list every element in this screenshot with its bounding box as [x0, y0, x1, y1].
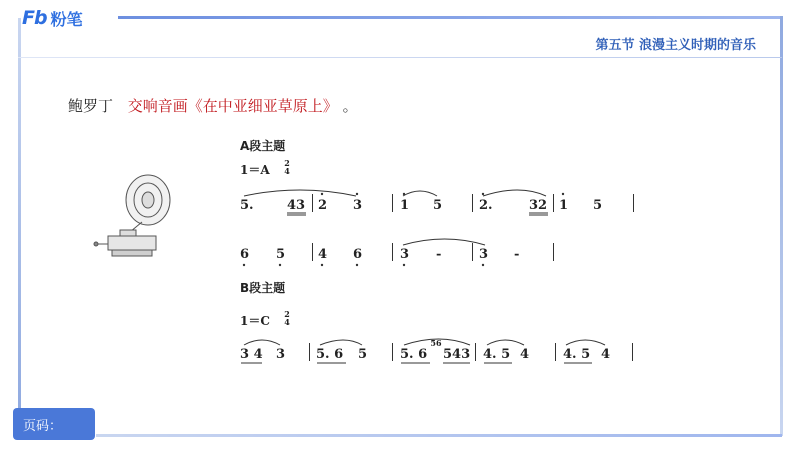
a2-note-8: -	[514, 247, 520, 262]
b1-note-2: 3	[276, 347, 286, 362]
low-dot-a2-3	[321, 264, 323, 266]
b1-note-3: 5. 6	[316, 347, 344, 362]
slur-a1-3	[483, 190, 546, 196]
b1-note-9: 4. 5	[563, 347, 591, 362]
a2-note-5: 3	[400, 247, 410, 262]
high-dot-a1-2	[356, 193, 358, 195]
work-title: 交响音画《在中亚细亚草原上》	[127, 97, 338, 115]
slur-b1-1	[244, 340, 280, 345]
theme-b-time-bottom: 4	[284, 317, 290, 327]
b1-grace-note: 56	[430, 338, 442, 348]
b1-note-8: 4	[520, 347, 530, 362]
a1-note-8: 32	[529, 198, 548, 213]
theme-b-time-top: 2	[284, 309, 290, 319]
slur-a1-2	[403, 191, 437, 196]
a2-note-1: 6	[240, 247, 250, 262]
a1-note-6: 5	[433, 198, 443, 213]
brand-mark: Fb	[22, 7, 47, 29]
b1-note-7: 4. 5	[483, 347, 511, 362]
b1-note-4: 5	[358, 347, 368, 362]
a1-note-10: 5	[593, 198, 603, 213]
b1-note-5: 5. 6	[400, 347, 428, 362]
theme-a-time-bottom: 4	[284, 166, 290, 176]
a2-note-6: -	[436, 247, 442, 262]
theme-a-time-top: 2	[284, 158, 290, 168]
b1-note-10: 4	[601, 347, 611, 362]
theme-b-label: B段主题	[240, 281, 286, 295]
slur-a1-1	[244, 190, 356, 196]
slur-b1-2	[320, 340, 362, 345]
a2-note-2: 5	[276, 247, 286, 262]
high-dot-a1-1	[321, 193, 323, 195]
theme-a-key: 1＝A	[240, 163, 270, 177]
section-title: 第五节 浪漫主义时期的音乐	[595, 38, 756, 53]
headline-period: 。	[342, 97, 358, 115]
theme-b-key: 1＝C	[240, 314, 270, 328]
high-dot-a1-4	[482, 193, 484, 195]
a1-note-7: 2.	[479, 198, 493, 213]
high-dot-a1-5	[562, 193, 564, 195]
low-dot-a2-5	[403, 264, 405, 266]
low-dot-a2-1	[243, 264, 245, 266]
a1-note-5: 1	[400, 198, 410, 213]
a1-note-9: 1	[559, 198, 569, 213]
a1-note-3: 2	[318, 198, 328, 213]
low-dot-a2-4	[356, 264, 358, 266]
a2-note-7: 3	[479, 247, 489, 262]
b1-note-1: 3 4	[240, 347, 263, 362]
a1-note-1: 5.	[240, 198, 254, 213]
slur-b1-3	[404, 338, 470, 348]
composer-name: 鲍罗丁	[68, 97, 114, 115]
page-number-label: 页码：	[13, 408, 95, 440]
a1-note-4: 3	[353, 198, 363, 213]
slur-b1-5	[566, 340, 605, 345]
b1-note-6: 543	[443, 347, 471, 362]
slur-a2-1	[403, 239, 485, 245]
high-dot-a1-3	[403, 193, 405, 195]
a1-note-2: 43	[287, 198, 306, 213]
a2-note-4: 6	[353, 247, 363, 262]
low-dot-a2-6	[482, 264, 484, 266]
low-dot-a2-2	[279, 264, 281, 266]
theme-a-label: A段主题	[240, 139, 286, 153]
brand-name: 粉笔	[50, 9, 83, 29]
slur-b1-4	[487, 340, 524, 345]
a2-note-3: 4	[318, 247, 328, 262]
